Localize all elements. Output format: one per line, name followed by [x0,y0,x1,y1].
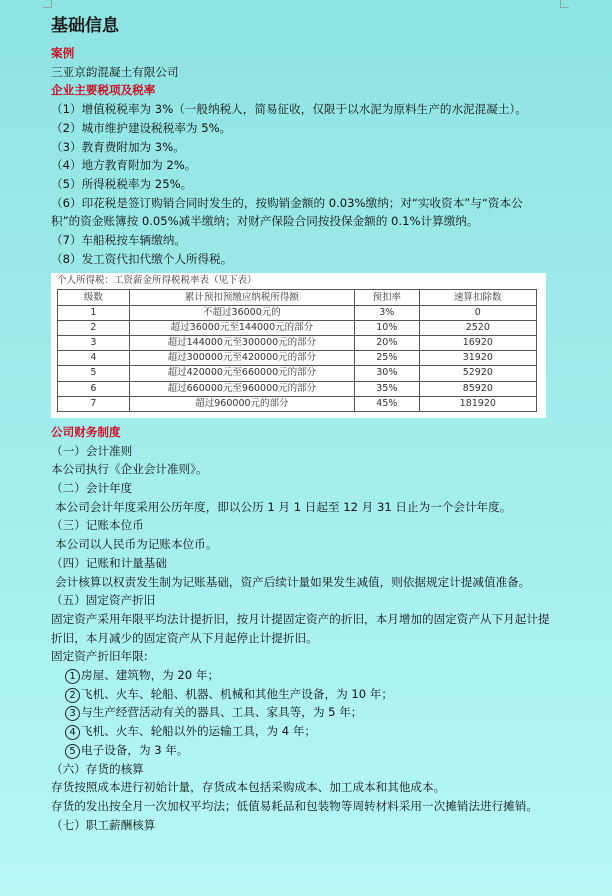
depreciation-text: 房屋、建筑物，为 20 年； [81,668,220,683]
case-heading: 案例 [51,46,75,60]
table-cell: 30% [354,366,419,381]
tax-item: （4）地方教育附加为 2%。 [51,158,197,173]
table-row [58,381,537,396]
depreciation-item [51,685,561,704]
circled-number: 1 [65,669,80,684]
table-row [58,305,537,320]
table-cell: 超过300000元至420000元的部分 [129,351,354,366]
column-header: 累计预扣预缴应纳税所得额 [129,290,354,305]
depreciation-text: 与生产经营活动有关的器具、工具、家具等，为 5 年； [81,705,363,720]
tax-heading: 企业主要税项及税率 [51,83,156,98]
page-title: 基础信息 [51,16,119,36]
table-cell: 7 [58,396,130,411]
table-cell: 6 [58,381,130,396]
table-cell: 85920 [419,381,536,396]
section-text: 本公司以人民币为记账本位币。 [55,537,218,552]
column-header: 级数 [58,290,130,305]
section-text: 本公司会计年度采用公历年度，即以公历 1 月 1 日起至 12 月 31 日止为一个会计年度。 [55,499,512,514]
table-caption: 个人所得税：工资薪金所得税税率表（见下表） [57,275,257,287]
tax-rate-table [57,289,537,412]
table-cell: 超过660000元至960000元的部分 [129,381,354,396]
depreciation-text: 飞机、火车、轮船、机器、机械和其他生产设备，为 10 年； [81,686,393,701]
document-page [51,14,561,834]
table-row [58,336,537,351]
tax-item: （6）印花税是签订购销合同时发生的，按购销金额的 0.03%缴纳；对“实收资本”与“资本公积”的资金账簿按 0.05%减半缴纳；对财产保险合同按投保金额的 0.1%计算缴纳。 [51,195,523,229]
table-row [58,320,537,335]
table-cell: 20% [354,336,419,351]
table-cell: 52920 [419,366,536,381]
table-cell: 0 [419,305,536,320]
section-title: （七）职工薪酬核算 [51,817,156,832]
table-row [58,396,537,411]
circled-number: 4 [65,725,80,740]
page-corner-mark [560,0,569,8]
depreciation-item [51,741,561,760]
tax-rate-table-image [51,273,546,418]
table-cell: 超过144000元至300000元的部分 [129,336,354,351]
tax-item: （3）教育费附加为 3%。 [51,139,185,154]
table-cell: 181920 [419,396,536,411]
table-cell: 2 [58,320,130,335]
table-row [58,351,537,366]
table-cell: 31920 [419,351,536,366]
tax-item: （5）所得税税率为 25%。 [51,176,193,191]
company-name: 三亚京韵混凝土有限公司 [51,64,179,79]
table-cell: 1 [58,305,130,320]
section-text: 存货按照成本进行初始计量，存货成本包括采购成本、加工成本和其他成本。 [51,780,446,795]
table-cell: 3% [354,305,419,320]
section-title: （三）记账本位币 [51,518,144,533]
section-title: （五）固定资产折旧 [51,593,156,608]
page-corner-mark [43,0,52,8]
table-cell: 超过36000元至144000元的部分 [129,320,354,335]
section-text: 本公司执行《企业会计准则》。 [51,462,208,477]
depreciation-text: 飞机、火车、轮船以外的运输工具，为 4 年； [81,724,317,739]
table-row [58,366,537,381]
table-cell: 2520 [419,320,536,335]
table-cell: 25% [354,351,419,366]
section-text: 会计核算以权责发生制为记账基础，资产后续计量如果发生减值，则依据规定计提减值准备。 [55,574,531,589]
table-cell: 16920 [419,336,536,351]
table-cell: 超过960000元的部分 [129,396,354,411]
table-cell: 35% [354,381,419,396]
table-cell: 不超过36000元的 [129,305,354,320]
table-cell: 4 [58,351,130,366]
table-cell: 3 [58,336,130,351]
tax-item: （2）城市维护建设税税率为 5%。 [51,120,232,135]
table-cell: 超过420000元至660000元的部分 [129,366,354,381]
depreciation-text: 电子设备，为 3 年。 [81,742,189,757]
section-subtitle: 固定资产折旧年限: [51,649,148,664]
tax-item: （1）增值税税率为 3%（一般纳税人，简易征收，仅限于以水泥为原料生产的水泥混凝土）。 [51,102,527,117]
table-cell: 45% [354,396,419,411]
column-header: 速算扣除数 [419,290,536,305]
circled-number: 2 [65,688,80,703]
depreciation-item [51,722,561,741]
depreciation-item [51,703,561,722]
table-cell: 10% [354,320,419,335]
tax-item: （7）车船税按车辆缴纳。 [51,233,186,248]
section-title: （四）记账和计量基础 [51,555,167,570]
section-title: （六）存货的核算 [51,761,144,776]
tax-item: （8）发工资代扣代缴个人所得税。 [51,251,233,266]
column-header: 预扣率 [354,290,419,305]
table-header-row [58,290,537,305]
section-text: 存货的发出按全月一次加权平均法；低值易耗品和包装物等周转材料采用一次摊销法进行摊销。 [51,799,538,813]
circled-number: 3 [65,706,80,721]
section-text: 固定资产采用年限平均法计提折旧，按月计提固定资产的折旧，本月增加的固定资产从下月起计提折旧，本月减少的固定资产从下月起停止计提折旧。 [51,611,550,645]
finance-heading: 公司财务制度 [51,424,121,439]
table-cell: 5 [58,366,130,381]
depreciation-item [51,666,561,685]
circled-number: 5 [65,744,80,759]
section-title: （一）会计准则 [51,443,133,458]
section-title: （二）会计年度 [51,481,133,496]
